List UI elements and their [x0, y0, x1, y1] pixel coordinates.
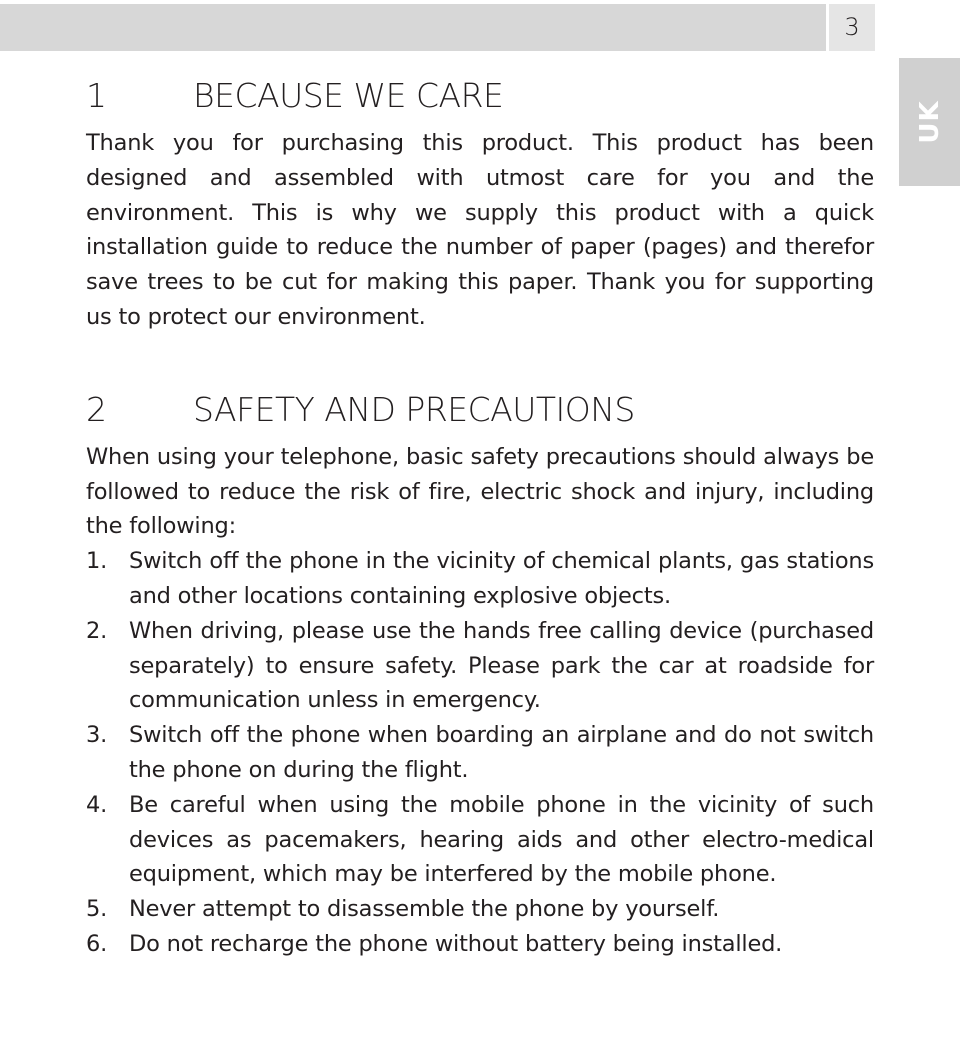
- language-tab: [899, 58, 960, 186]
- list-item: [86, 892, 874, 927]
- section-title: BECAUSE WE CARE: [193, 76, 504, 115]
- list-item-number: 1.: [86, 548, 108, 575]
- list-item-text: Do not recharge the phone without battery being installed.: [129, 930, 783, 957]
- list-item-text: Switch off the phone when boarding an airplane and do not switch the phone on during the flight.: [129, 722, 874, 783]
- list-item: [86, 614, 874, 718]
- section-heading: [86, 386, 874, 434]
- section-heading: [86, 72, 874, 120]
- section-title: SAFETY AND PRECAUTIONS: [193, 389, 635, 429]
- list-item: [86, 718, 874, 788]
- list-item-number: 5.: [86, 896, 108, 923]
- language-tab-label: UK: [914, 100, 945, 144]
- list-item-text: Be careful when using the mobile phone in the vicinity of such devices as pacemakers, hearing aids and other electro-medical equipment, which may be interfered by the mobile phone.: [129, 791, 874, 888]
- precautions-list: [86, 544, 874, 962]
- list-item: [86, 788, 874, 892]
- list-item-number: 2.: [86, 617, 108, 644]
- page-content: [86, 72, 874, 962]
- page-number: 3: [829, 4, 875, 51]
- header-bar: [0, 4, 826, 51]
- list-item-text: Never attempt to disassemble the phone by yourself.: [129, 896, 720, 923]
- section-body: Thank you for purchasing this product. This product has been designed and assembled with utmost care for you and the environment. This is why we supply this product with a quick installation guide to reduce the number of paper (pages) and therefor save trees to be cut for making this paper. Thank you for supporting us to protect our environment.: [86, 130, 874, 330]
- list-item-text: When driving, please use the hands free calling device (purchased separately) to ensure safety. Please park the car at roadside for communication unless in emergency.: [129, 617, 874, 714]
- list-item-number: 6.: [86, 930, 108, 957]
- section-number: 2: [86, 389, 107, 429]
- list-item-text: Switch off the phone in the vicinity of chemical plants, gas stations and other locations containing explosive objects.: [129, 548, 874, 609]
- list-item: [86, 927, 874, 962]
- section-safety-and-precautions: [86, 386, 874, 962]
- list-item-number: 3.: [86, 722, 108, 749]
- list-item-number: 4.: [86, 791, 108, 818]
- list-item: [86, 544, 874, 614]
- section-body: When using your telephone, basic safety precautions should always be followed to reduce the risk of fire, electric shock and injury, including the following:: [86, 443, 874, 540]
- section-number: 1: [86, 76, 107, 115]
- section-because-we-care: [86, 72, 874, 335]
